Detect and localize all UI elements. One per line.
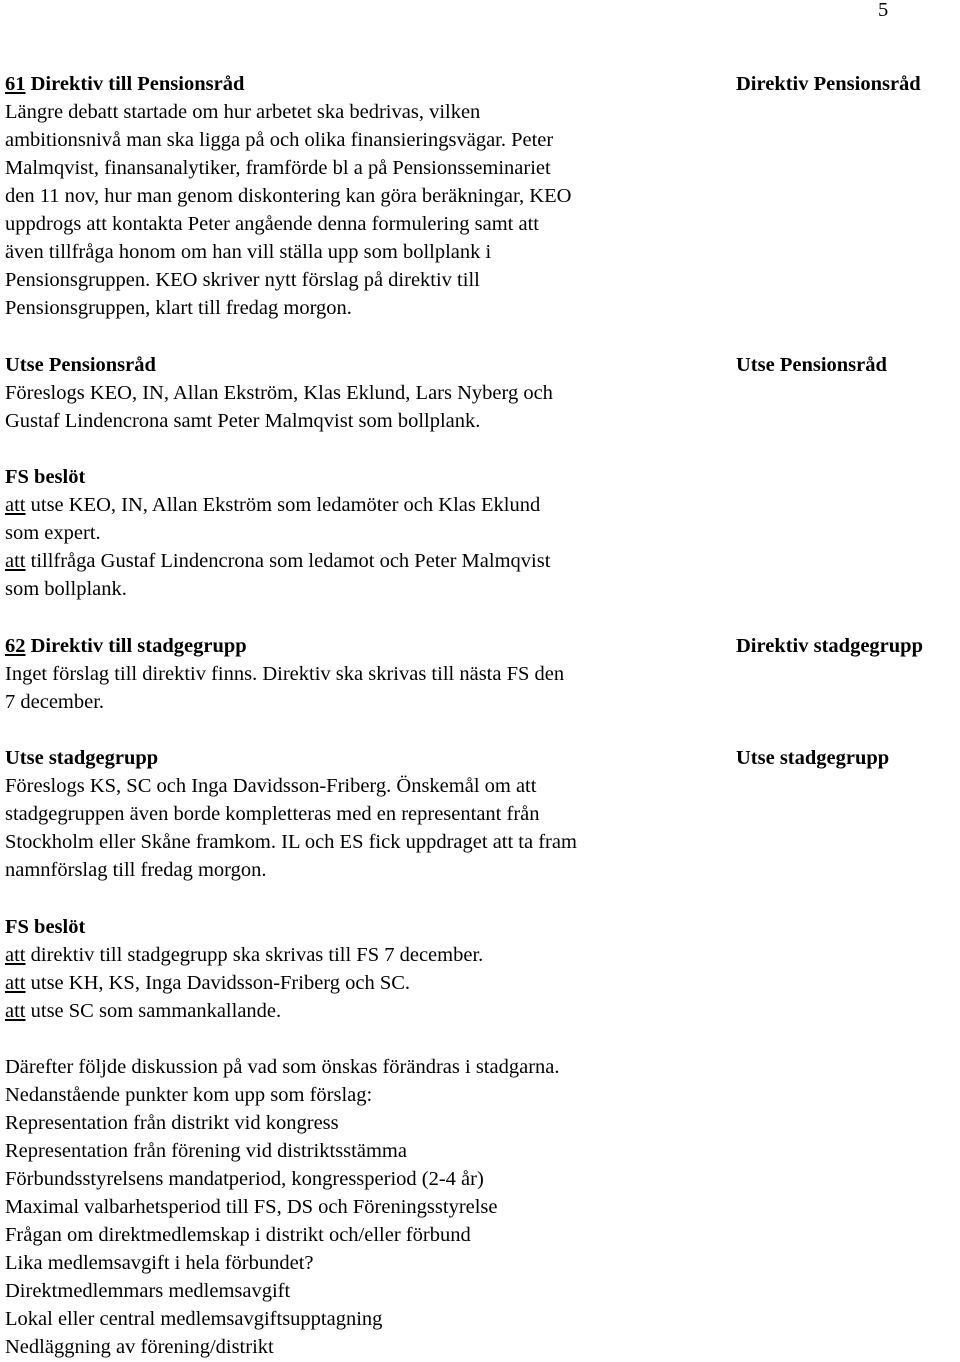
section-62-title: Direktiv till stadgegrupp [30, 635, 247, 657]
fs-beslot-1-line-2: som expert. [5, 522, 101, 544]
section-62-line-1: Inget förslag till direktiv finns. Direktiv ska skrivas till nästa FS den [5, 663, 565, 685]
section-61-line-1: Längre debatt startade om hur arbetet ska bedrivas, vilken [5, 101, 481, 123]
utse-stadgegrupp-line-4: namnförslag till fredag morgon. [5, 859, 267, 881]
section-utse-stadgegrupp [5, 744, 695, 884]
section-61-line-5: uppdrogs att kontakta Peter angående denna formulering samt att [5, 213, 539, 235]
utse-stadgegrupp-line-3: Stockholm eller Skåne framkom. IL och ES fick uppdraget att ta fram [5, 831, 577, 853]
discussion-line-10: Lokal eller central medlemsavgiftsupptagning [5, 1308, 383, 1330]
page-number: 5 [878, 0, 889, 21]
section-61-number: 61 [5, 73, 26, 95]
section-fs-beslot-1 [5, 463, 695, 603]
discussion-line-2: Nedanstående punkter kom upp som förslag: [5, 1084, 373, 1106]
utse-stadgegrupp-heading: Utse stadgegrupp [5, 747, 159, 769]
fs-beslot-1-line-1: att utse KEO, IN, Allan Ekström som ledamöter och Klas Eklund [5, 494, 541, 516]
discussion-line-4: Representation från förening vid distriktsstämma [5, 1140, 407, 1162]
margin-note-direktiv-stadgegrupp: Direktiv stadgegrupp [736, 635, 923, 657]
fs-beslot-1-line-4: som bollplank. [5, 578, 127, 600]
section-61-line-4: den 11 nov, hur man genom diskontering kan göra beräkningar, KEO [5, 185, 572, 207]
discussion-line-8: Lika medlemsavgift i hela förbundet? [5, 1252, 314, 1274]
fs-beslot-2-line-1: att direktiv till stadgegrupp ska skrivas till FS 7 december. [5, 944, 484, 966]
section-61-title: Direktiv till Pensionsråd [30, 73, 245, 95]
discussion-line-11: Nedläggning av förening/distrikt [5, 1336, 274, 1358]
section-62-line-2: 7 december. [5, 691, 105, 713]
section-62 [5, 632, 695, 716]
discussion-line-1: Därefter följde diskussion på vad som önskas förändras i stadgarna. [5, 1056, 560, 1078]
section-62-heading [5, 632, 695, 660]
margin-note-direktiv-pensionsrad: Direktiv Pensionsråd [736, 73, 921, 95]
utse-stadgegrupp-line-1: Föreslogs KS, SC och Inga Davidsson-Friberg. Önskemål om att [5, 775, 537, 797]
utse-pensionsrad-heading: Utse Pensionsråd [5, 354, 156, 376]
fs-beslot-1-line-3: att tillfråga Gustaf Lindencrona som ledamot och Peter Malmqvist [5, 550, 551, 572]
margin-note-utse-stadgegrupp: Utse stadgegrupp [736, 747, 890, 769]
fs-beslot-2-line-3: att utse SC som sammankallande. [5, 1000, 282, 1022]
discussion-line-9: Direktmedlemmars medlemsavgift [5, 1280, 291, 1302]
section-62-number: 62 [5, 635, 26, 657]
discussion-line-7: Frågan om direktmedlemskap i distrikt och/eller förbund [5, 1224, 471, 1246]
section-61-line-7: Pensionsgruppen. KEO skriver nytt förslag på direktiv till [5, 269, 480, 291]
margin-note-utse-pensionsrad: Utse Pensionsråd [736, 354, 887, 376]
section-discussion [5, 1053, 695, 1361]
discussion-line-6: Maximal valbarhetsperiod till FS, DS och Föreningsstyrelse [5, 1196, 498, 1218]
utse-stadgegrupp-line-2: stadgegruppen även borde kompletteras med en representant från [5, 803, 540, 825]
section-61-line-2: ambitionsnivå man ska ligga på och olika finansieringsvägar. Peter [5, 129, 554, 151]
fs-beslot-2-heading: FS beslöt [5, 916, 86, 938]
section-61-line-8: Pensionsgruppen, klart till fredag morgon. [5, 297, 352, 319]
discussion-line-3: Representation från distrikt vid kongress [5, 1112, 339, 1134]
discussion-line-5: Förbundsstyrelsens mandatperiod, kongressperiod (2-4 år) [5, 1168, 484, 1190]
utse-pensionsrad-line-1: Föreslogs KEO, IN, Allan Ekström, Klas Eklund, Lars Nyberg och [5, 382, 553, 404]
section-61-line-3: Malmqvist, finansanalytiker, framförde bl a på Pensionsseminariet [5, 157, 551, 179]
utse-pensionsrad-line-2: Gustaf Lindencrona samt Peter Malmqvist som bollplank. [5, 410, 481, 432]
section-fs-beslot-2 [5, 913, 695, 1025]
section-61-line-6: även tillfråga honom om han vill ställa upp som bollplank i [5, 241, 492, 263]
fs-beslot-1-heading: FS beslöt [5, 466, 86, 488]
section-utse-pensionsrad [5, 351, 695, 435]
section-61 [5, 70, 695, 322]
fs-beslot-2-line-2: att utse KH, KS, Inga Davidsson-Friberg och SC. [5, 972, 411, 994]
section-61-heading [5, 70, 695, 98]
